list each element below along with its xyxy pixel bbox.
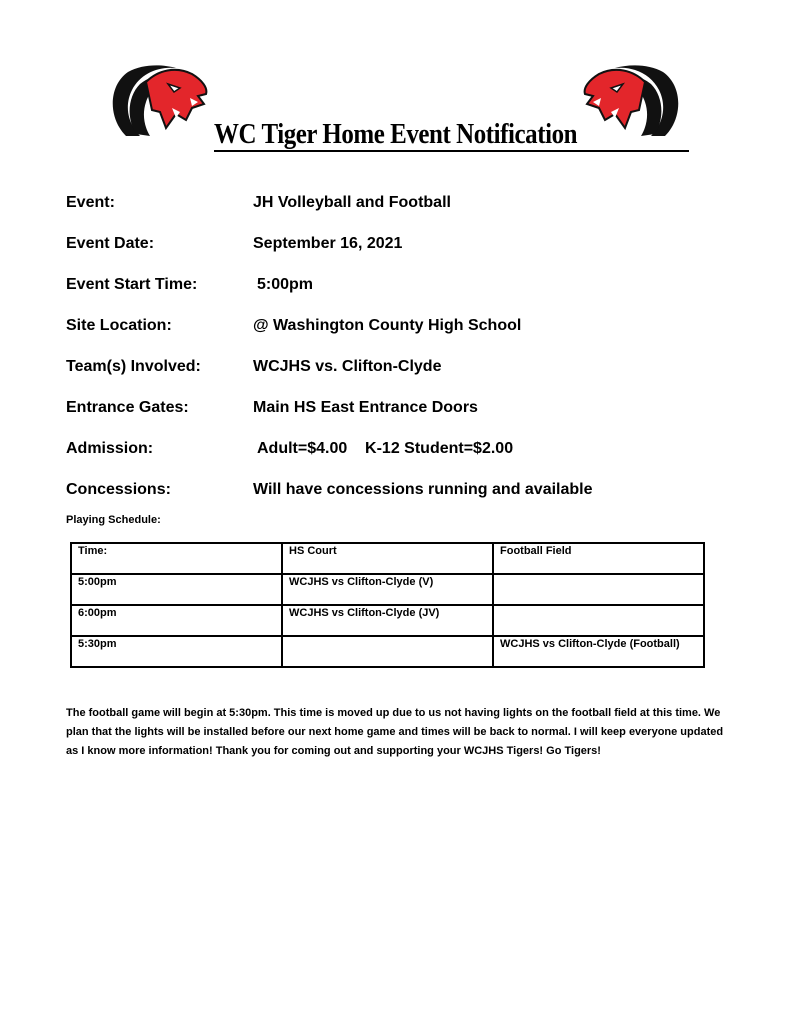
table-cell: 5:30pm	[71, 636, 282, 667]
field-value: WCJHS vs. Clifton-Clyde	[253, 358, 442, 375]
field-label: Event:	[66, 194, 115, 211]
table-header-cell: HS Court	[282, 543, 493, 574]
field-label: Entrance Gates:	[66, 399, 189, 416]
field-label: Event Start Time:	[66, 276, 198, 293]
schedule-table	[70, 542, 705, 668]
schedule-label: Playing Schedule:	[66, 514, 161, 526]
table-header-cell: Football Field	[493, 543, 704, 574]
tiger-logo-left-icon	[106, 62, 211, 140]
page-title: WC Tiger Home Event Notification	[214, 118, 578, 150]
field-value: @ Washington County High School	[253, 317, 522, 334]
table-cell	[282, 636, 493, 667]
table-header-row	[71, 543, 704, 574]
table-cell: 6:00pm	[71, 605, 282, 636]
table-header-cell: Time:	[71, 543, 282, 574]
field-value: Will have concessions running and available	[253, 481, 593, 498]
field-label: Team(s) Involved:	[66, 358, 201, 375]
tiger-logo-right-icon	[580, 62, 685, 140]
field-label: Admission:	[66, 440, 154, 457]
table-cell: WCJHS vs Clifton-Clyde (JV)	[282, 605, 493, 636]
table-row	[71, 636, 704, 667]
table-cell: 5:00pm	[71, 574, 282, 605]
field-value: September 16, 2021	[253, 235, 403, 252]
table-cell	[493, 574, 704, 605]
table-cell: WCJHS vs Clifton-Clyde (Football)	[493, 636, 704, 667]
closing-note: The football game will begin at 5:30pm. This time is moved up due to us not having lights on the football field at this time. We plan that the lights will be installed before our next home game and times will be back to normal. I will keep everyone updated as I know more information! Thank you for coming out and supporting your WCJHS Tigers! Go Tigers!	[66, 707, 724, 757]
field-value: 5:00pm	[257, 276, 314, 293]
field-label: Event Date:	[66, 235, 155, 252]
table-cell	[493, 605, 704, 636]
table-row	[71, 574, 704, 605]
field-label: Site Location:	[66, 317, 172, 334]
field-value: Main HS East Entrance Doors	[253, 399, 478, 416]
field-label: Concessions:	[66, 481, 171, 498]
table-cell: WCJHS vs Clifton-Clyde (V)	[282, 574, 493, 605]
title-underline	[214, 150, 689, 152]
table-row	[71, 605, 704, 636]
field-value: Adult=$4.00 K-12 Student=$2.00	[257, 440, 514, 457]
field-value: JH Volleyball and Football	[253, 194, 451, 211]
